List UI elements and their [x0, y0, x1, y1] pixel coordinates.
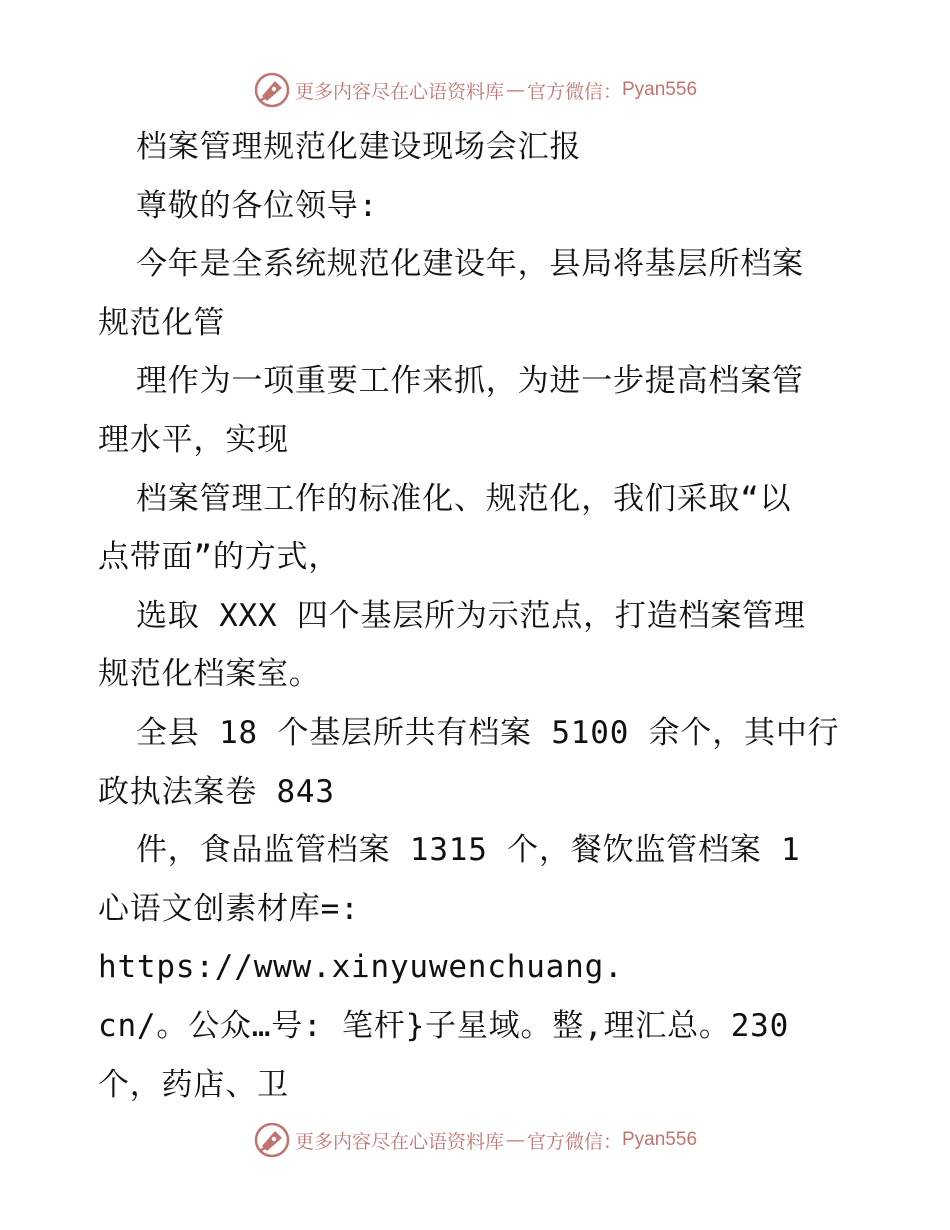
- paragraph-line: 规范化管: [98, 304, 226, 341]
- paragraph-line: 政执法案卷 843: [98, 773, 335, 810]
- paragraph-line: 今年是全系统规范化建设年，县局将基层所档案: [136, 246, 804, 283]
- document-title: 档案管理规范化建设现场会汇报: [136, 129, 582, 165]
- paragraph-line: 选取 XXX 四个基层所为示范点，打造档案管理: [136, 597, 806, 634]
- header-watermark: [0, 68, 950, 112]
- paragraph-line: 件，食品监管档案 1315 个，餐饮监管档案 1: [136, 832, 801, 869]
- watermark-wechat-id: Pyan556: [622, 1129, 698, 1150]
- paragraph-line: 理作为一项重要工作来抓，为进一步提高档案管: [136, 363, 804, 400]
- watermark-text: 更多内容尽在心语资料库: [294, 80, 504, 103]
- watermark-dash: —: [505, 1129, 525, 1151]
- pen-nib-icon: [253, 1121, 291, 1159]
- document-body: [98, 118, 858, 1114]
- watermark-dash: —: [505, 79, 525, 101]
- paragraph-line: 全县 18 个基层所共有档案 5100 余个，其中行: [136, 714, 840, 751]
- document-salutation: 尊敬的各位领导:: [136, 187, 379, 224]
- paragraph-line: 点带面”的方式，: [98, 539, 341, 576]
- paragraph-line: 规范化档案室。: [98, 656, 321, 693]
- watermark-wechat-label: 官方微信：: [526, 1130, 622, 1153]
- footer-watermark: [0, 1118, 950, 1162]
- pen-nib-icon: [253, 71, 291, 109]
- paragraph-line: cn/。公众…号: 笔杆}子星域。整,理汇总。230: [98, 1007, 790, 1044]
- paragraph-line: 心语文创素材库=: https://www.xinyuwenchuang.: [98, 890, 624, 986]
- watermark-text: 更多内容尽在心语资料库: [294, 1130, 504, 1153]
- watermark-wechat-label: 官方微信：: [526, 80, 622, 103]
- paragraph-line: 理水平，实现: [98, 421, 289, 458]
- paragraph-line: 个，药店、卫: [98, 1066, 289, 1103]
- watermark-wechat-id: Pyan556: [622, 79, 698, 100]
- paragraph-line: 档案管理工作的标准化、规范化，我们采取“以: [136, 480, 792, 517]
